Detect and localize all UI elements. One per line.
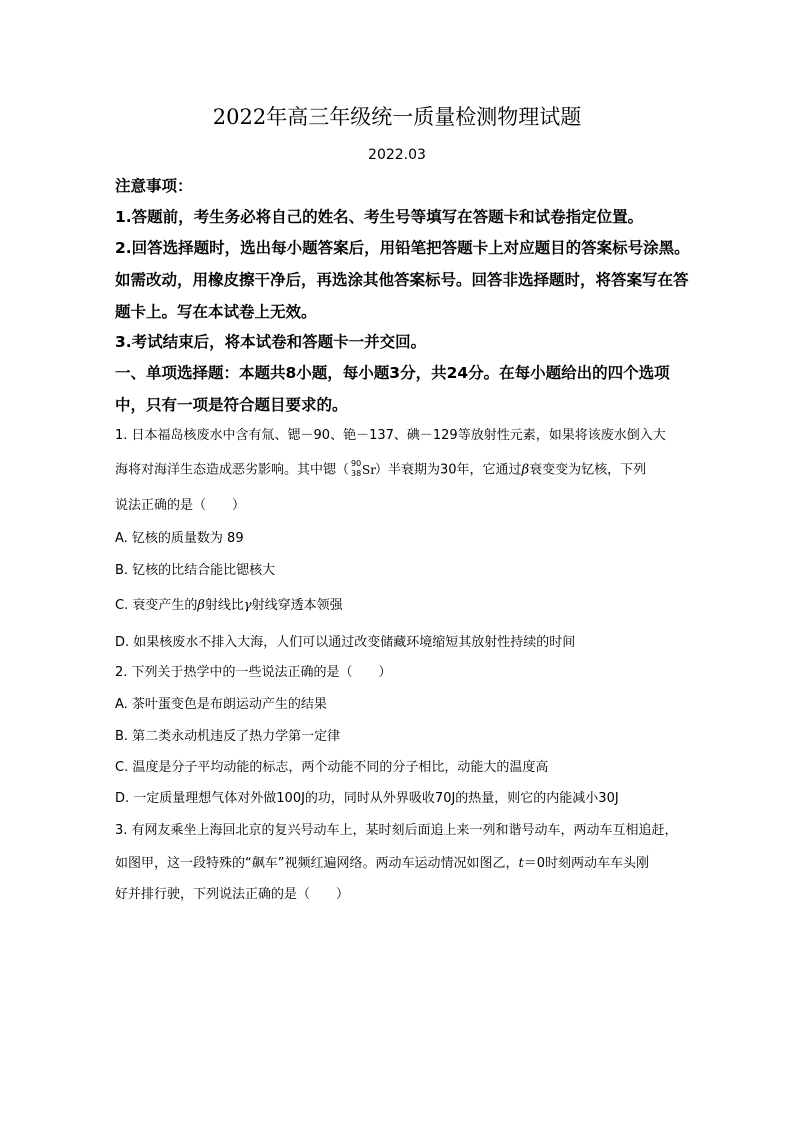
q1-option-d: D. 如果核废水不排入大海，人们可以通过改变储藏环境缩短其放射性持续的时间 <box>115 635 576 650</box>
q1-option-b: B. 钇核的比结合能比锶核大 <box>115 563 276 578</box>
notice-item-2-line-3: 题卡上。写在本试卷上无效。 <box>115 303 317 321</box>
notice-heading: 注意事项： <box>115 177 193 195</box>
q2-option-b: B. 第二类永动机违反了热力学第一定律 <box>115 729 341 744</box>
section-1-line-1: 一、单项选择题：本题共8小题，每小题3分，共24分。在每小题给出的四个选项 <box>115 364 670 382</box>
page-title: 2022年高三年级统一质量检测物理试题 <box>212 105 582 129</box>
q2-option-c: C. 温度是分子平均动能的标志，两个动能不同的分子相比，动能大的温度高 <box>115 760 549 775</box>
exam-date: 2022.03 <box>368 147 426 163</box>
q1-stem-line-2-pre: 海将对海洋生态造成恶劣影响。其中锶（ <box>115 462 350 478</box>
time-equals-zero: ＝0 <box>523 856 545 871</box>
q1-stem-line-1: 1. 日本福岛核废水中含有氚、锶－90、铯－137、碘－129等放射性元素，如果将该废水倒入大 <box>115 428 666 443</box>
q1-stem-line-2-post: 衰变变为钇核，下列 <box>529 462 647 478</box>
q3-stem-line-2-pre: 如图甲，这一段特殊的“飙车”视频红遍网络。两动车运动情况如图乙， <box>115 856 519 871</box>
notice-item-3: 3.考试结束后，将本试卷和答题卡一并交回。 <box>115 333 427 351</box>
q1-stem-line-3: 说法正确的是（ ） <box>115 498 246 513</box>
notice-item-2-line-2: 如需改动，用橡皮擦干净后，再选涂其他答案标号。回答非选择题时，将答案写在答 <box>115 271 689 289</box>
notice-item-2-line-1: 2.回答选择题时，选出每小题答案后，用铅笔把答题卡上对应题目的答案标号涂黑。 <box>115 239 690 257</box>
q3-stem-line-3: 好并排行驶，下列说法正确的是（ ） <box>115 887 350 902</box>
q3-stem-line-1: 3. 有网友乘坐上海回北京的复兴号动车上，某时刻后面追上来一列和谐号动车，两动车互相追赶， <box>115 823 678 838</box>
q2-stem: 2. 下列关于热学中的一些说法正确的是（ ） <box>115 665 392 680</box>
nuclide-symbol: Sr <box>362 463 376 477</box>
q1-stem-line-2-mid: ）半衰期为30年，它通过 <box>375 462 522 478</box>
time-variable: t <box>518 856 524 871</box>
notice-item-2 <box>115 232 705 328</box>
nuclide-mass-number: 90 <box>351 459 362 468</box>
strontium-nuclide <box>349 461 375 479</box>
section-1-heading <box>115 357 705 421</box>
q1-option-c-post: 射线穿透本领强 <box>251 598 343 613</box>
q1-option-c-mid: 射线比 <box>204 598 244 613</box>
q1-option-a: A. 钇核的质量数为 89 <box>115 531 244 546</box>
q2-option-a: A. 茶叶蛋变色是布朗运动产生的结果 <box>115 697 327 712</box>
beta-symbol: β <box>521 462 530 478</box>
beta-symbol: β <box>197 598 205 613</box>
section-1-line-2: 中，只有一项是符合题目要求的。 <box>115 396 348 414</box>
q1-stem-line-2 <box>115 461 705 480</box>
notice-item-1: 1.答题前，考生务必将自己的姓名、考生号等填写在答题卡和试卷指定位置。 <box>115 208 644 226</box>
q1-option-c <box>115 597 705 615</box>
nuclide-atomic-number: 38 <box>351 469 362 478</box>
q2-option-d: D. 一定质量理想气体对外做100J的功，同时从外界吸收70J的热量，则它的内能减小30J <box>115 791 619 806</box>
q3-stem-line-2-post: 时刻两动车车头刚 <box>545 856 650 871</box>
gamma-symbol: γ <box>243 598 252 613</box>
q3-stem-line-2 <box>115 855 705 873</box>
q1-option-c-pre: C. 衰变产生的 <box>115 598 198 613</box>
